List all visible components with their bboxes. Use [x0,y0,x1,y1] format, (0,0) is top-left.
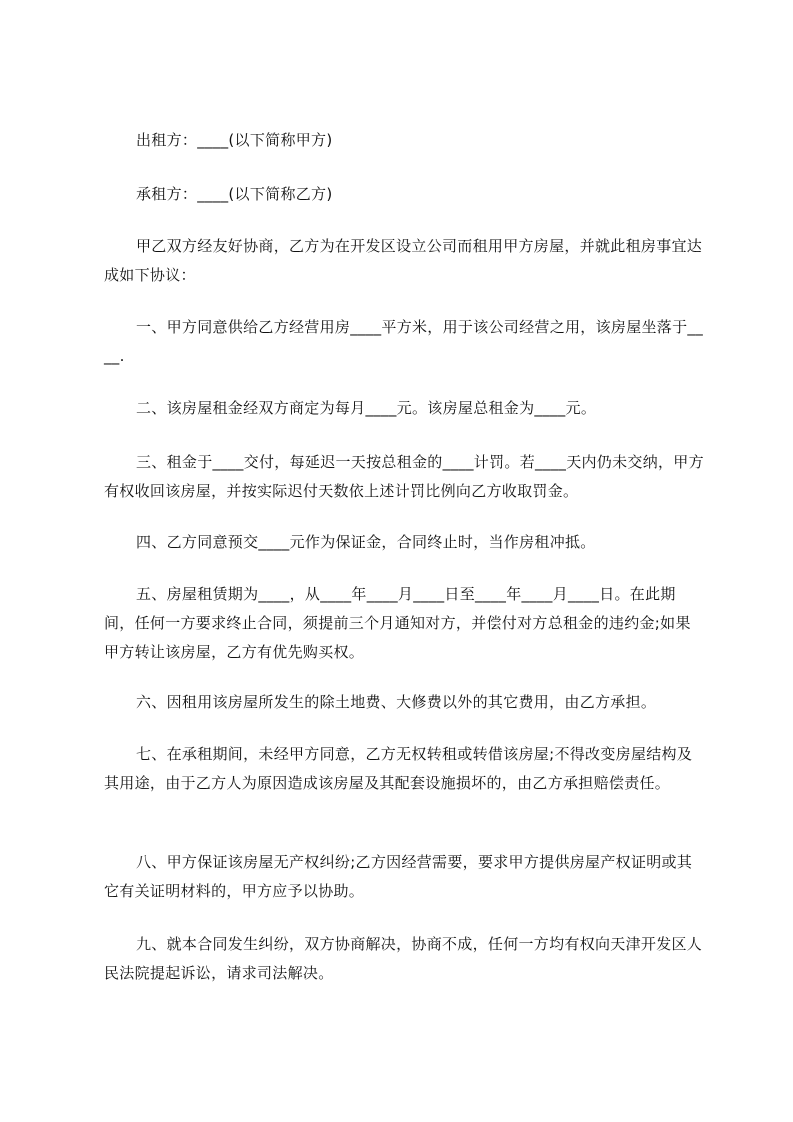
lessor-line: 出租方：____(以下简称甲方) [136,131,333,149]
clause-5: 五、房屋租赁期为____，从____年____月____日至____年____月____日。在此期间，任何一方要求终止合同，须提前三个月通知对方，并偿付对方总租金的违约金;如果甲方转让该房屋，乙方有优先购买权。 [104,585,691,661]
preamble-paragraph: 甲乙双方经友好协商，乙方为在开发区设立公司而租用甲方房屋，并就此租房事宜达成如下协议： [104,237,703,284]
lessee-line: 承租方：____(以下简称乙方) [136,185,333,203]
clause-2: 二、该房屋租金经双方商定为每月____元。该房屋总租金为____元。 [136,399,597,417]
clause-7: 七、在承租期间，未经甲方同意，乙方无权转租或转借该房屋;不得改变房屋结构及其用途，由于乙方人为原因造成该房屋及其配套设施损坏的，由乙方承担赔偿责任。 [104,745,693,792]
clause-6: 六、因租用该房屋所发生的除土地费、大修费以外的其它费用，由乙方承担。 [136,693,657,711]
clause-4: 四、乙方同意预交____元作为保证金，合同终止时，当作房租冲抵。 [136,533,596,551]
clause-8: 八、甲方保证该房屋无产权纠纷;乙方因经营需要，要求甲方提供房屋产权证明或其它有关证明材料的，甲方应予以协助。 [104,853,693,900]
clause-1: 一、甲方同意供给乙方经营用房____平方米，用于该公司经营之用，该房屋坐落于____. [104,318,704,365]
clause-3: 三、租金于____交付，每延迟一天按总租金的____计罚。若____天内仍未交纳，甲方有权收回该房屋，并按实际迟付天数依上述计罚比例向乙方收取罚金。 [104,453,704,500]
clause-9: 九、就本合同发生纠纷，双方协商解决，协商不成，任何一方均有权向天津开发区人民法院提起诉讼，请求司法解决。 [104,935,703,982]
